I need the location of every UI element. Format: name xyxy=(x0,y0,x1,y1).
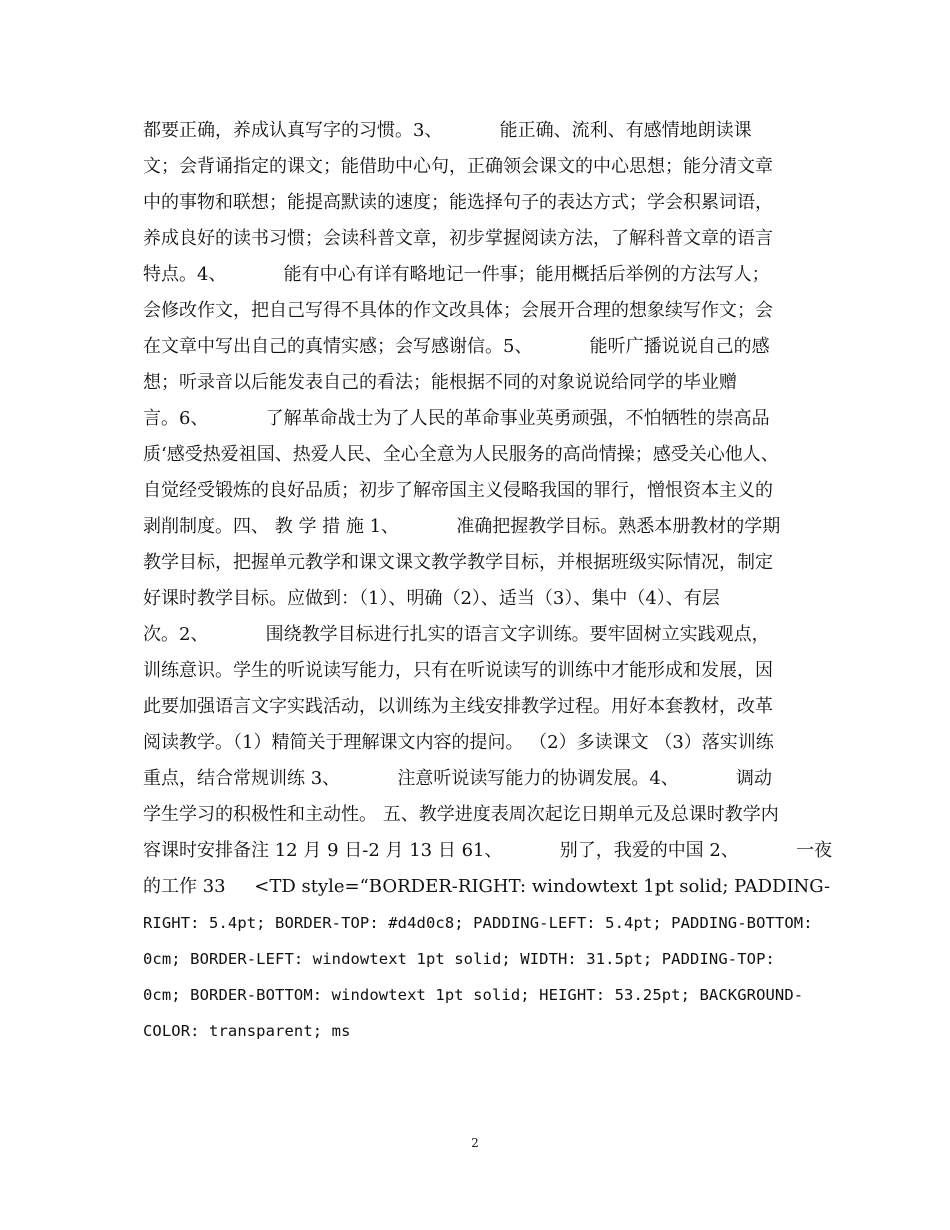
text-line: 都要正确，养成认真写字的习惯。3、 能正确、流利、有感情地朗读课 xyxy=(143,120,752,141)
text-line: 学生学习的积极性和主动性。 五、教学进度表周次起讫日期单元及总课时教学内 xyxy=(143,804,779,825)
page-number: 2 xyxy=(471,1136,479,1150)
text-line: 阅读教学。（1）精简关于理解课文内容的提问。 （2）多读课文 （3）落实训练 xyxy=(143,732,774,753)
text-line: 自觉经受锻炼的良好品质；初步了解帝国主义侵略我国的罪行，憎恨资本主义的 xyxy=(143,480,773,501)
code-text-line: 0cm; BORDER-LEFT: windowtext 1pt solid; WIDTH: 31.5pt; PADDING-TOP: xyxy=(143,950,775,968)
text-line: 特点。4、 能有中心有详有略地记一件事；能用概括后举例的方法写人； xyxy=(143,264,770,285)
text-line: 重点，结合常规训练 3、 注意听说读写能力的协调发展。4、 调动 xyxy=(143,768,773,789)
text-line: 好课时教学目标。应做到：（1）、明确（2）、适当（3）、集中（4）、有层 xyxy=(143,588,720,609)
text-line: 容课时安排备注 12 月 9 日-2 月 13 日 61、 别了，我爱的中国 2、 一夜 xyxy=(143,840,833,861)
text-line: 文；会背诵指定的课文；能借助中心句，正确领会课文的中心思想；能分清文章 xyxy=(143,156,773,177)
text-line: 训练意识。学生的听说读写能力，只有在听说读写的训练中才能形成和发展，因 xyxy=(143,660,773,681)
text-line: 教学目标，把握单元教学和课文课文教学教学目标，并根据班级实际情况，制定 xyxy=(143,552,773,573)
text-line: 质‘感受热爱祖国、热爱人民、全心全意为人民服务的高尚情操；感受关心他人、 xyxy=(143,444,779,465)
text-line: 言。6、 了解革命战士为了人民的革命事业英勇顽强，不怕牺牲的崇高品 xyxy=(143,408,770,429)
text-line: 剥削制度。四、 教 学 措 施 1、 准确把握教学目标。熟悉本册教材的学期 xyxy=(143,516,781,537)
code-text-line: RIGHT: 5.4pt; BORDER-TOP: #d4d0c8; PADDING-LEFT: 5.4pt; PADDING-BOTTOM: xyxy=(143,914,813,932)
text-line: 在文章中写出自己的真情实感；会写感谢信。5、 能听广播说说自己的感 xyxy=(143,336,770,357)
code-text-line: COLOR: transparent; ms xyxy=(143,1022,351,1040)
text-line: 中的事物和联想；能提高默读的速度；能选择句子的表达方式；学会积累词语， xyxy=(143,192,773,213)
text-line: 次。2、 围绕教学目标进行扎实的语言文字训练。要牢固树立实践观点， xyxy=(143,624,770,645)
text-line: 的工作 33 <TD style=“BORDER-RIGHT: windowtext 1pt solid; PADDING- xyxy=(143,876,831,897)
text-line: 想；听录音以后能发表自己的看法；能根据不同的对象说说给同学的毕业赠 xyxy=(143,372,737,393)
text-line: 此要加强语言文字实践活动，以训练为主线安排教学过程。用好本套教材，改革 xyxy=(143,696,773,717)
code-text-line: 0cm; BORDER-BOTTOM: windowtext 1pt solid; HEIGHT: 53.25pt; BACKGROUND- xyxy=(143,986,804,1004)
text-line: 会修改作文，把自己写得不具体的作文改具体；会展开合理的想象续写作文；会 xyxy=(143,300,773,321)
text-line: 养成良好的读书习惯；会读科普文章，初步掌握阅读方法，了解科普文章的语言 xyxy=(143,228,773,249)
